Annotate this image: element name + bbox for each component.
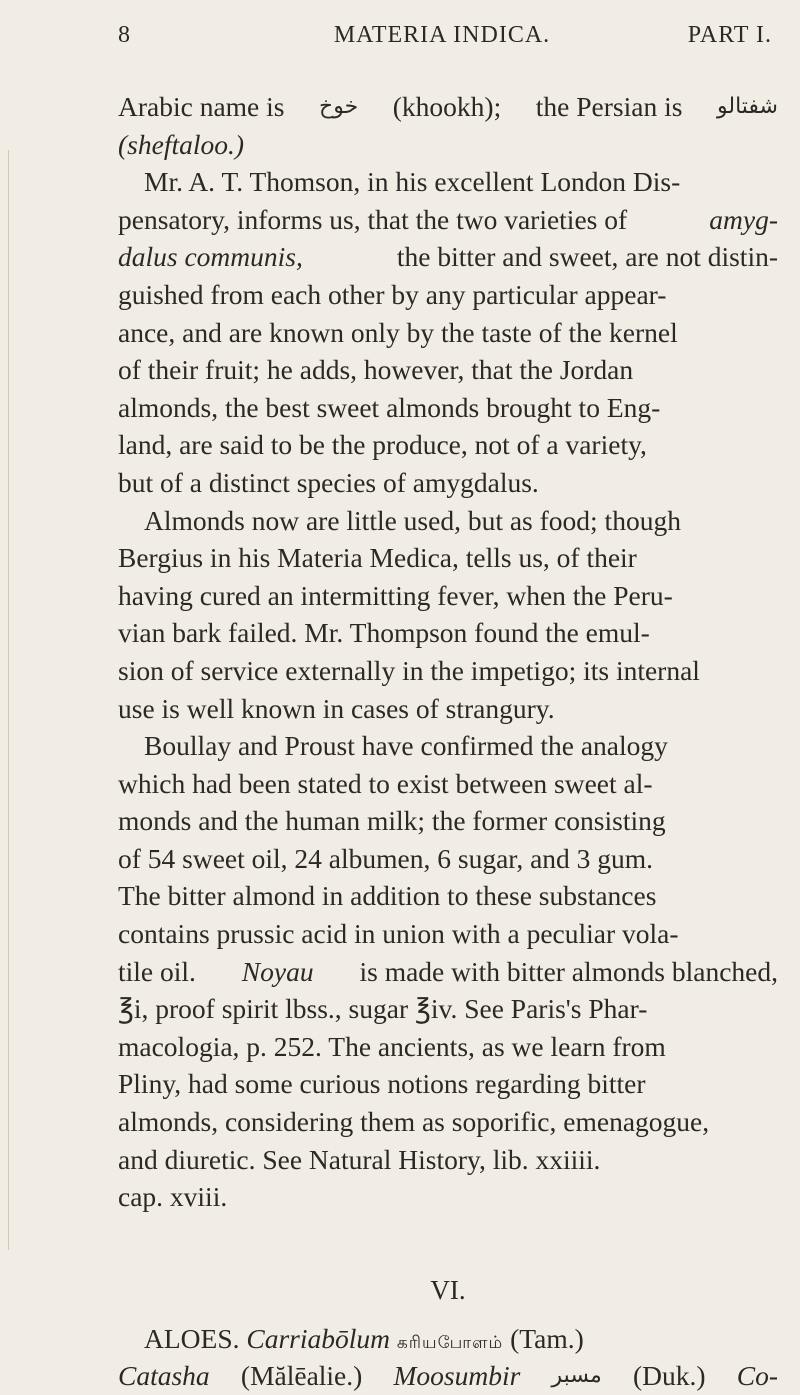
text-segment: contains prussic acid in union with a peculiar vola- [118, 918, 679, 950]
text-line [118, 877, 778, 915]
text-segment: land, are said to be the produce, not of a variety, [118, 429, 647, 461]
part-label: PART I. [687, 22, 772, 48]
text-segment: pensatory, informs us, that the two varieties of [118, 203, 628, 235]
text-line [118, 915, 778, 953]
section-number: VI. [430, 1274, 466, 1305]
text-segment: (Duk.) [632, 1360, 706, 1392]
text-line [118, 426, 778, 464]
text-segment: and diuretic. See Natural History, lib. xxiiii. [118, 1143, 601, 1175]
paragraph-start [118, 163, 778, 201]
margin-line [8, 150, 9, 1250]
text-line [118, 389, 778, 427]
text-line [118, 953, 778, 991]
text-segment: Almonds now are little used, but as food; though [144, 504, 681, 536]
text-line [118, 652, 778, 690]
text-line [118, 314, 778, 352]
text-segment: which had been stated to exist between sweet al- [118, 767, 653, 799]
text-line [118, 1065, 778, 1103]
text-line [118, 765, 778, 803]
italic-term: dalus communis, [118, 241, 303, 273]
text-segment: cap. xviii. [118, 1181, 228, 1213]
italic-term: Noyau [241, 955, 314, 987]
entry-title: ALOES. [144, 1322, 240, 1354]
paragraph-start [118, 502, 778, 540]
page-header [112, 18, 772, 58]
text-segment: vian bark failed. Mr. Thompson found the emul- [118, 617, 650, 649]
text-segment: Boullay and Proust have confirmed the analogy [144, 730, 668, 762]
text-line [118, 990, 778, 1028]
text-line [118, 351, 778, 389]
text-line [118, 577, 778, 615]
text-line [118, 201, 778, 239]
text-segment: monds and the human milk; the former consisting [118, 805, 666, 837]
text-line [118, 1357, 778, 1395]
text-line [118, 802, 778, 840]
text-segment: but of a distinct species of amygdalus. [118, 466, 539, 498]
text-line [118, 276, 778, 314]
text-line [118, 464, 778, 502]
text-segment: Arabic name is [118, 91, 285, 122]
text-line [118, 1028, 778, 1066]
text-segment: Mr. A. T. Thomson, in his excellent London Dis- [144, 166, 681, 198]
text-segment: sion of service externally in the impetigo; its internal [118, 654, 700, 686]
text-line [118, 238, 778, 276]
text-segment: The bitter almond in addition to these substances [118, 880, 657, 912]
text-segment: of 54 sweet oil, 24 albumen, 6 sugar, and 3 gum. [118, 842, 654, 874]
text-segment: macologia, p. 252. The ancients, as we learn from [118, 1030, 666, 1062]
text-segment: ℥i, proof spirit lbss., sugar ℥iv. See Paris's Phar- [118, 993, 648, 1025]
text-line [118, 1141, 778, 1179]
text-segment: having cured an intermitting fever, when the Peru- [118, 579, 673, 611]
persian-word: شفتالو [717, 94, 778, 119]
italic-term: amyg- [709, 203, 778, 235]
tamil-word: கரியபோளம் [396, 1332, 504, 1353]
page-number: 8 [118, 22, 131, 48]
text-segment: ance, and are known only by the taste of the kernel [118, 316, 678, 348]
italic-term: Carriabōlum [246, 1322, 391, 1354]
body-text [118, 88, 778, 1395]
italic-term: Co- [736, 1360, 778, 1392]
text-line [118, 840, 778, 878]
text-line [118, 539, 778, 577]
arabic-word: مسبر [551, 1363, 602, 1389]
italic-term: (sheftaloo.) [118, 128, 245, 160]
running-title: MATERIA INDICA. [333, 22, 551, 48]
text-segment: (Mălēalie.) [240, 1360, 363, 1392]
text-line [118, 1178, 778, 1216]
text-line [118, 614, 778, 652]
text-segment: almonds, considering them as soporific, emenagogue, [118, 1106, 710, 1138]
text-line [118, 88, 778, 126]
text-segment: of their fruit; he adds, however, that the Jordan [118, 354, 634, 386]
text-segment: guished from each other by any particular appear- [118, 278, 667, 310]
italic-term: Moosumbir [393, 1360, 521, 1392]
text-segment: use is well known in cases of strangury. [118, 692, 555, 724]
text-line [118, 690, 778, 728]
arabic-word: خوخ [319, 94, 359, 119]
text-segment: is made with bitter almonds blanched, [359, 955, 778, 987]
text-segment: the Persian is [535, 91, 683, 122]
paragraph-start [118, 727, 778, 765]
text-segment: Bergius in his Materia Medica, tells us, of their [118, 542, 637, 574]
text-line [118, 1103, 778, 1141]
text-segment: (khookh); [392, 91, 502, 122]
text-segment: almonds, the best sweet almonds brought to Eng- [118, 391, 661, 423]
italic-term: Catasha [118, 1360, 210, 1392]
text-segment: (Tam.) [510, 1322, 584, 1354]
text-segment: tile oil. [118, 955, 196, 987]
text-line [118, 126, 778, 164]
entry-heading [118, 1320, 778, 1358]
text-segment: the bitter and sweet, are not distin- [396, 241, 778, 273]
text-segment: Pliny, had some curious notions regarding bitter [118, 1068, 646, 1100]
